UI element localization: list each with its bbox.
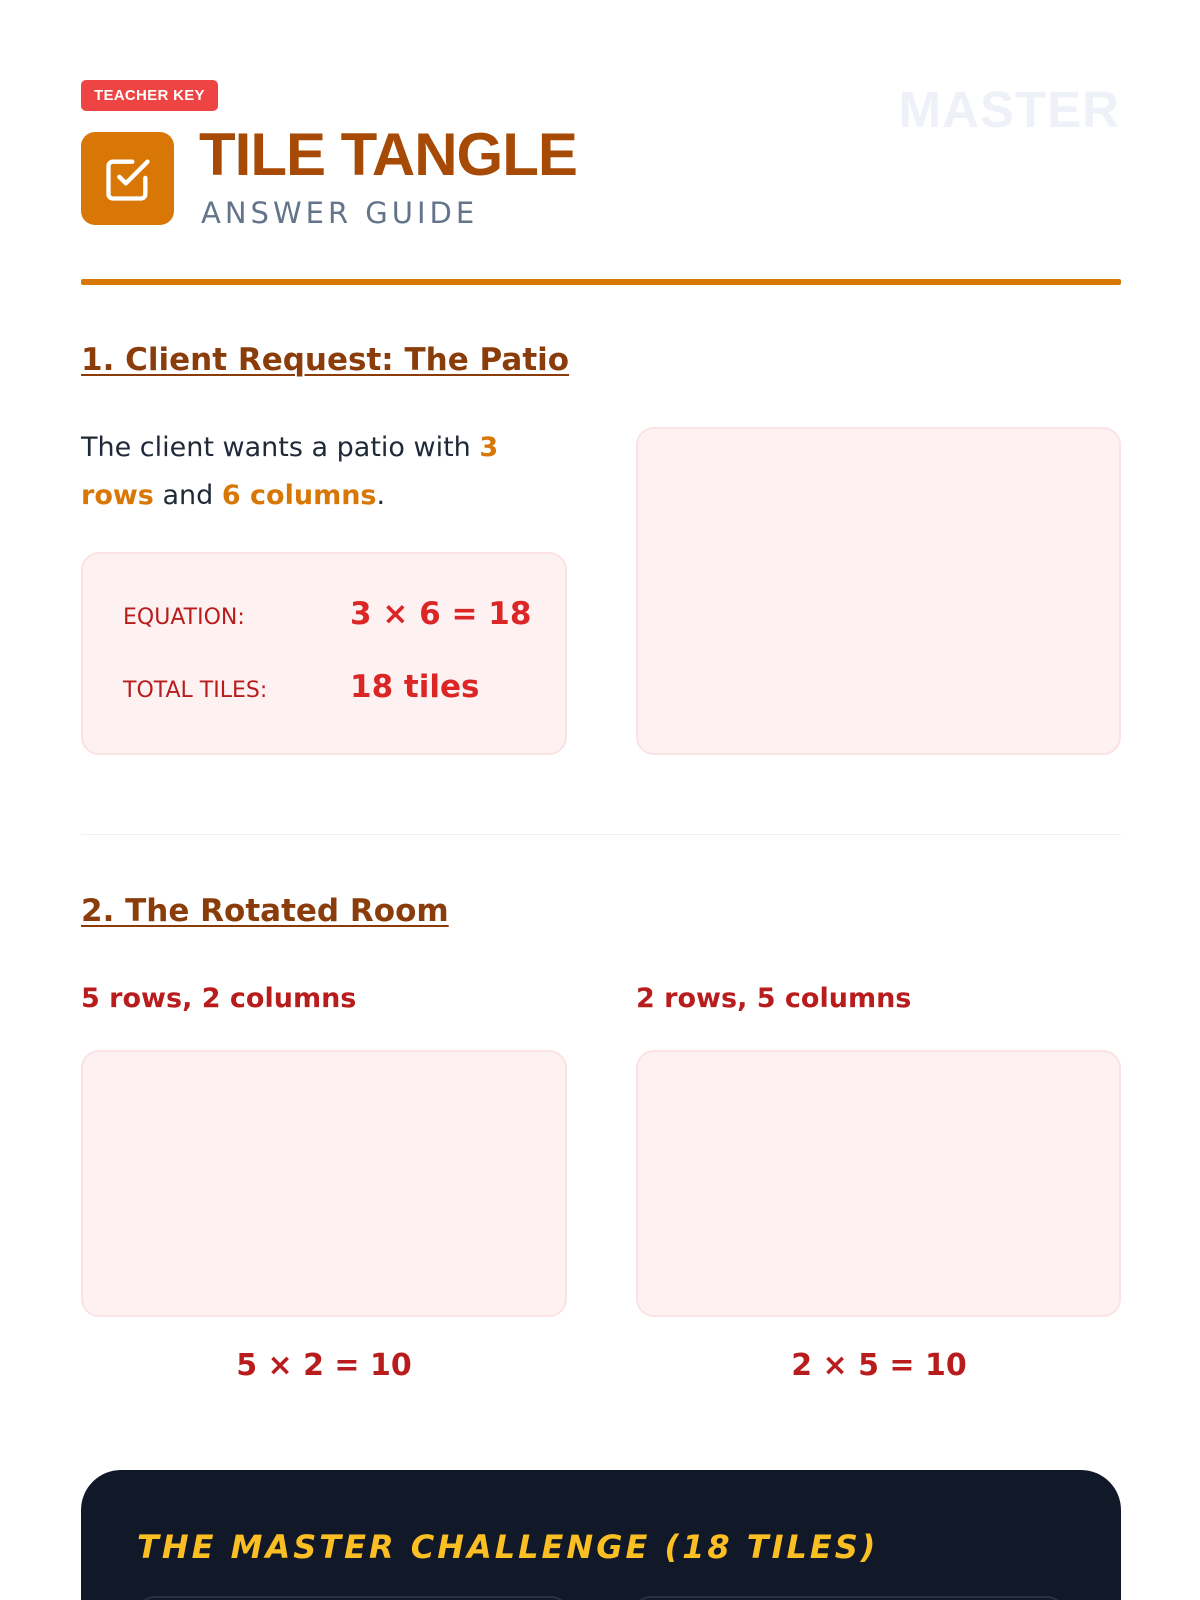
intro-text-mid: and <box>153 480 222 511</box>
challenge-card-right <box>633 1596 1065 1600</box>
section-2-heading: 2. The Rotated Room <box>81 893 449 929</box>
challenge-card-left <box>137 1596 569 1600</box>
intro-columns: 6 columns <box>221 480 377 511</box>
left-grid-equation: 5 × 2 = 10 <box>236 1348 412 1383</box>
left-grid-dimensions: 5 rows, 2 columns <box>81 983 357 1014</box>
total-tiles-row <box>123 669 479 705</box>
patio-grid-area <box>636 427 1121 755</box>
left-grid-area <box>81 1050 567 1317</box>
section-divider <box>81 834 1121 835</box>
intro-rows: 3 rows <box>81 432 499 511</box>
section-1-heading: 1. Client Request: The Patio <box>81 342 570 378</box>
master-challenge-title: THE MASTER CHALLENGE (18 TILES) <box>137 1528 879 1566</box>
total-tiles-label: TOTAL TILES: <box>123 678 268 703</box>
header-divider <box>81 279 1121 285</box>
master-challenge-panel <box>81 1470 1121 1600</box>
checkbox-icon <box>102 153 154 205</box>
right-grid-equation: 2 × 5 = 10 <box>791 1348 967 1383</box>
page-title: TILE TANGLE <box>199 121 577 188</box>
right-grid-dimensions: 2 rows, 5 columns <box>636 983 912 1014</box>
patio-request-text <box>81 424 551 520</box>
equation-row <box>123 596 531 632</box>
equation-value: 3 × 6 = 18 <box>350 596 532 632</box>
equation-label: EQUATION: <box>123 605 245 630</box>
page-subtitle: ANSWER GUIDE <box>201 196 479 230</box>
intro-text-start: The client wants a patio with <box>81 432 480 463</box>
master-watermark: MASTER <box>898 81 1120 138</box>
logo <box>81 132 174 225</box>
right-grid-area <box>636 1050 1121 1317</box>
intro-text-end: . <box>376 480 386 511</box>
answer-panel <box>81 552 567 755</box>
total-tiles-value: 18 tiles <box>350 669 480 705</box>
teacher-key-badge: TEACHER KEY <box>81 80 218 111</box>
